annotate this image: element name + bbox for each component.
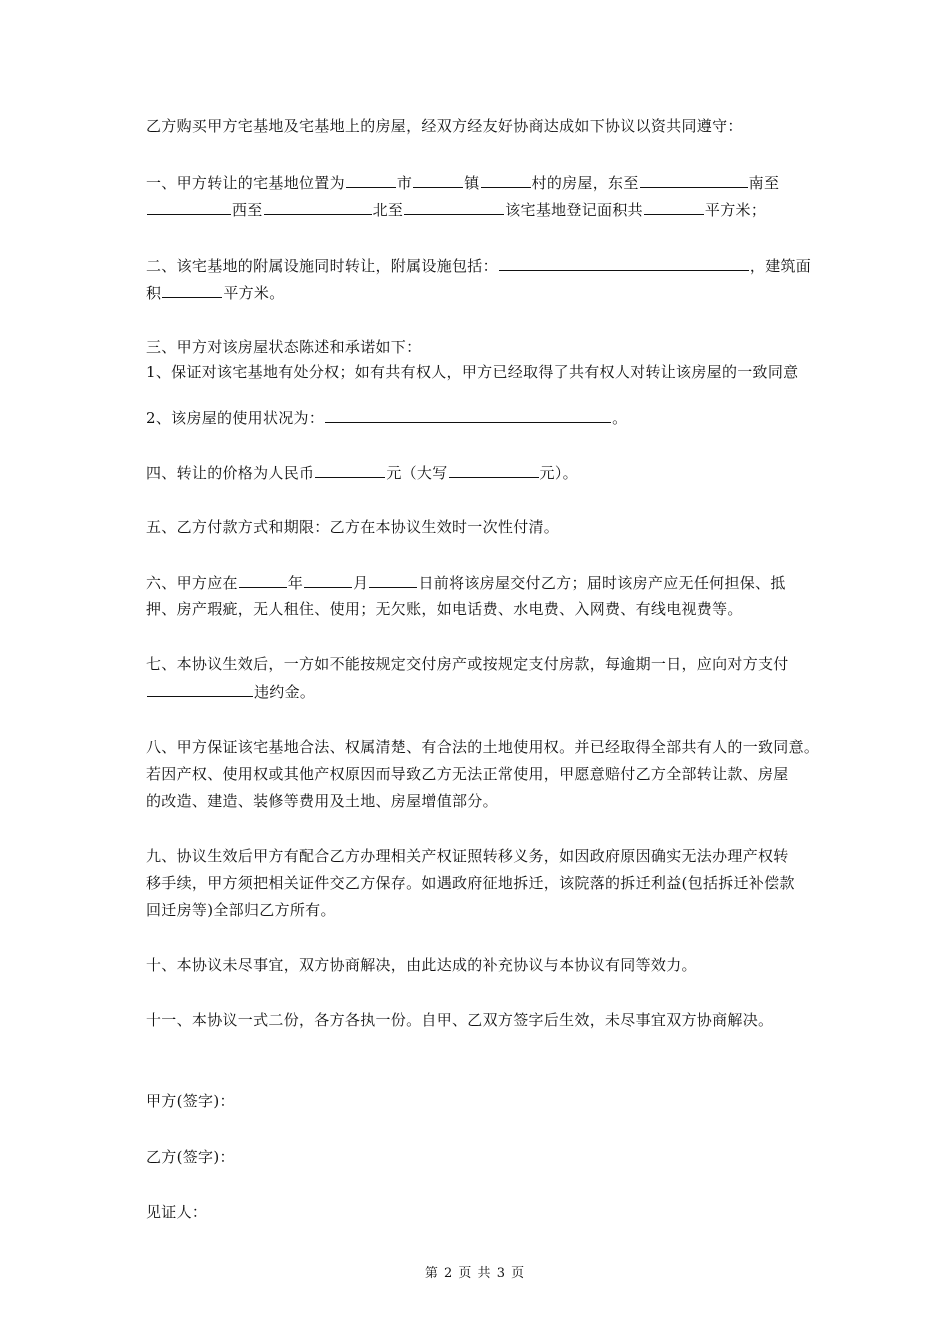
- clause-8-line-1: [146, 736, 819, 758]
- clause-1-line-2: [146, 198, 766, 221]
- blank-field[interactable]: [413, 171, 463, 188]
- text: 回迁房等)全部归乙方所有。: [146, 901, 336, 919]
- blank-field[interactable]: [644, 198, 704, 215]
- text: 日前将该房屋交付乙方；届时该房产应无任何担保、抵: [418, 574, 786, 592]
- text: 九、协议生效后甲方有配合乙方办理相关产权证照转移义务，如因政府原因确实无法办理产权转: [146, 847, 789, 865]
- intro-text: 乙方购买甲方宅基地及宅基地上的房屋，经双方经友好协商达成如下协议以资共同遵守：: [146, 117, 743, 135]
- text: 元）。: [539, 464, 578, 482]
- text: 若因产权、使用权或其他产权原因而导致乙方无法正常使用，甲愿意赔付乙方全部转让款、房屋: [146, 765, 789, 783]
- clause-11: [146, 1009, 773, 1031]
- text: 元（大写: [386, 464, 448, 482]
- clause-3-title: [146, 336, 421, 358]
- blank-field[interactable]: [315, 461, 385, 478]
- text: 平方米；: [704, 201, 767, 219]
- text: 甲方(签字)：: [146, 1092, 235, 1110]
- clause-8-line-3: [146, 790, 498, 812]
- text: 十一、本协议一式二份，各方各执一份。自甲、乙双方签字后生效，未尽事宜双方协商解决。: [146, 1011, 774, 1029]
- blank-field[interactable]: [162, 281, 222, 298]
- text: 三、甲方对该房屋状态陈述和承诺如下：: [146, 338, 422, 356]
- text: 市: [396, 174, 413, 192]
- text: 南至: [748, 174, 780, 192]
- blank-field[interactable]: [147, 680, 253, 697]
- signature-party-b: [146, 1146, 235, 1168]
- text: 见证人：: [146, 1203, 208, 1221]
- text: 北至: [372, 201, 404, 219]
- text: 押、房产瑕疵，无人租住、使用；无欠账，如电话费、水电费、入网费、有线电视费等。: [146, 600, 743, 618]
- text: 西至: [232, 201, 263, 219]
- clause-2-line-2: [146, 281, 285, 304]
- text: 四、转让的价格为人民币: [146, 464, 315, 482]
- blank-field[interactable]: [640, 171, 748, 188]
- text: 五、乙方付款方式和期限：乙方在本协议生效时一次性付清。: [146, 518, 560, 536]
- clause-10: [146, 954, 697, 976]
- text: 1、保证对该宅基地有处分权；如有共有权人，甲方已经取得了共有权人对转让该房屋的一致同意: [146, 363, 799, 381]
- text: 村的房屋，东至: [531, 174, 639, 192]
- text: 月: [353, 574, 369, 592]
- text: 。: [612, 409, 628, 427]
- blank-field[interactable]: [239, 571, 287, 588]
- blank-field[interactable]: [147, 198, 231, 215]
- text: 七、本协议生效后，一方如不能按规定交付房产或按规定支付房款，每逾期一日，应向对方支付: [146, 655, 789, 673]
- blank-field[interactable]: [499, 254, 749, 271]
- clause-7-line-2: [146, 680, 315, 703]
- blank-field[interactable]: [449, 461, 539, 478]
- signature-party-a: [146, 1090, 235, 1112]
- clause-6-line-1: [146, 571, 786, 594]
- text: 的改造、建造、装修等费用及土地、房屋增值部分。: [146, 792, 498, 810]
- intro: [146, 115, 743, 137]
- blank-field[interactable]: [481, 171, 531, 188]
- text: 八、甲方保证该宅基地合法、权属清楚、有合法的土地使用权。并已经取得全部共有人的一致同意。: [146, 738, 820, 756]
- clause-9-line-3: [146, 899, 336, 921]
- signature-witness: [146, 1201, 207, 1223]
- clause-6-line-2: [146, 598, 743, 620]
- text: 年: [287, 574, 304, 592]
- text: 镇: [464, 174, 480, 192]
- clause-9-line-1: [146, 845, 789, 867]
- clause-9-line-2: [146, 872, 795, 894]
- clause-1-line-1: [146, 171, 779, 194]
- clause-3-item-2: [146, 406, 627, 429]
- clause-7-line-1: [146, 653, 789, 675]
- text: 积: [146, 284, 162, 302]
- blank-field[interactable]: [264, 198, 372, 215]
- text: 违约金。: [254, 683, 316, 701]
- clause-3-item-1: [146, 361, 798, 383]
- blank-field[interactable]: [304, 571, 352, 588]
- blank-field[interactable]: [369, 571, 417, 588]
- page-number: 第 2 页 共 3 页: [424, 1266, 526, 1281]
- text: 平方米。: [223, 284, 285, 302]
- blank-field[interactable]: [404, 198, 504, 215]
- blank-field[interactable]: [346, 171, 396, 188]
- text: 乙方(签字)：: [146, 1148, 235, 1166]
- clause-4: [146, 461, 578, 484]
- clause-8-line-2: [146, 763, 789, 785]
- text: 二、该宅基地的附属设施同时转让，附属设施包括：: [146, 257, 498, 275]
- clause-2-line-1: [146, 254, 811, 277]
- text: 一、甲方转让的宅基地位置为: [146, 174, 345, 192]
- clause-5: [146, 516, 559, 538]
- text: ，建筑面: [749, 257, 812, 275]
- text: 十、本协议未尽事宜，双方协商解决，由此达成的补充协议与本协议有同等效力。: [146, 956, 697, 974]
- text: 移手续，甲方须把相关证件交乙方保存。如遇政府征地拆迁，该院落的拆迁利益(包括拆迁补偿款: [146, 874, 795, 892]
- blank-field[interactable]: [325, 406, 611, 423]
- text: 该宅基地登记面积共: [505, 201, 643, 219]
- text: 2、该房屋的使用状况为：: [146, 409, 325, 427]
- text: 六、甲方应在: [146, 574, 238, 592]
